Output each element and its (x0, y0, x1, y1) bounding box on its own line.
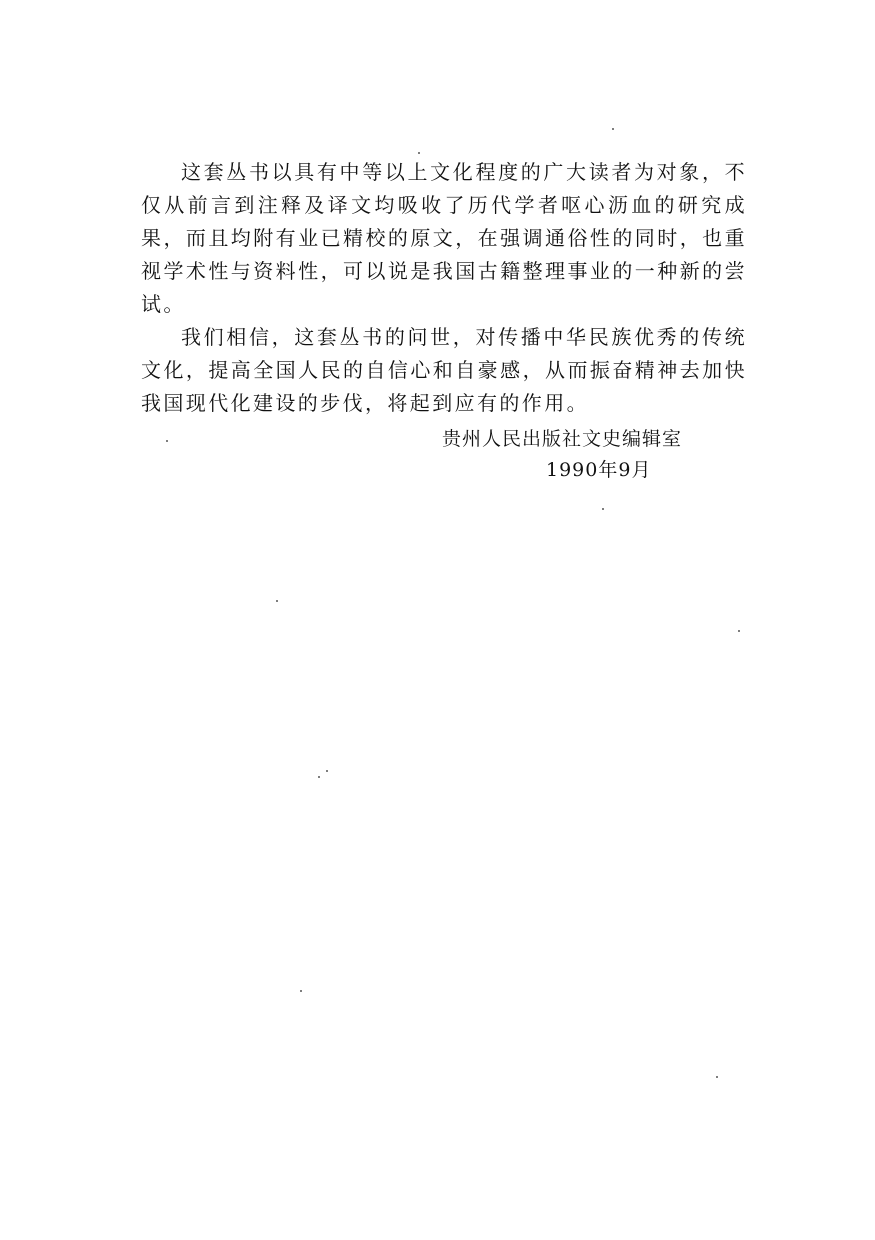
scan-speck (318, 776, 320, 778)
scan-speck (612, 128, 614, 130)
scan-speck (326, 770, 328, 772)
signature-block (442, 424, 742, 486)
signature-organization: 贵州人民出版社文史编辑室 (442, 428, 683, 450)
paragraph-series-audience: 这套丛书以具有中等以上文化程度的广大读者为对象，不仅从前言到注释及译文均吸收了历代学者呕心沥血的研究成果，而且均附有业已精校的原文，在强调通俗性的同时，也重视学术性与资料性，可以说是我国古籍整理事业的一种新的尝试。 (141, 160, 747, 316)
paragraph-series-significance: 我们相信，这套丛书的问世，对传播中华民族优秀的传统文化，提高全国人民的自信心和自豪感，从而振奋精神去加快我国现代化建设的步伐，将起到应有的作用。 (141, 325, 747, 415)
scan-speck (300, 990, 302, 992)
scan-speck (276, 600, 278, 602)
signature-date: 1990年9月 (546, 459, 652, 481)
scan-speck (418, 152, 420, 154)
scan-speck (716, 1076, 718, 1078)
document-body (141, 156, 747, 420)
scan-speck (166, 440, 168, 442)
scan-speck (738, 630, 740, 632)
scan-speck (602, 508, 604, 510)
